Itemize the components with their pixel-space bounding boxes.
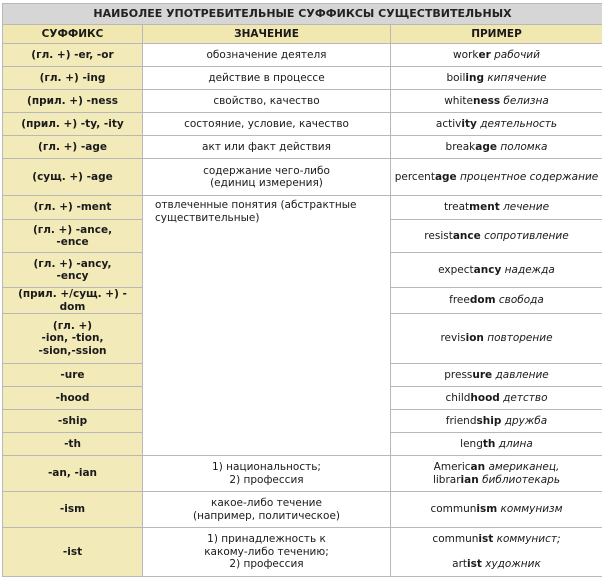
suffix-cell: (гл. +) -age — [3, 136, 143, 159]
table-body — [3, 44, 603, 577]
table-row — [3, 492, 603, 528]
table-row — [3, 44, 603, 67]
example-word: percentage — [394, 170, 457, 183]
example-suffix: ancy — [473, 263, 502, 276]
example-cell — [391, 456, 603, 492]
example-word: communism — [430, 503, 498, 516]
suffix-cell: -ist — [3, 528, 143, 577]
example-translation: детство — [503, 391, 548, 404]
example-word: pressure — [444, 368, 493, 381]
example-translation: сопротивление — [484, 229, 569, 242]
example-translation: коммунизм — [500, 503, 563, 516]
example-translation: деятельность — [480, 117, 558, 130]
suffix-cell: (гл. +) -ing — [3, 67, 143, 90]
suffix-cell: (сущ. +) -age — [3, 159, 143, 196]
title-row — [3, 4, 603, 25]
example-word: freedom — [449, 294, 496, 307]
meaning-cell: какое-либо течение (например, политическое) — [143, 492, 391, 528]
example-cell — [391, 113, 603, 136]
example-cell — [391, 433, 603, 456]
example-suffix: er — [478, 48, 491, 61]
example-suffix: th — [482, 437, 496, 450]
table-row — [3, 113, 603, 136]
example-cell — [391, 314, 603, 364]
example-suffix: ing — [465, 71, 484, 84]
example-suffix: ance — [452, 229, 481, 242]
table-row — [3, 196, 603, 220]
meaning-cell: содержание чего-либо (единиц измерения) — [143, 159, 391, 196]
table-row — [3, 159, 603, 196]
example-word: American — [433, 461, 486, 473]
example-suffix: ness — [472, 94, 501, 107]
meaning-cell: отвлеченные понятия (абстрактные существительные) — [143, 196, 391, 456]
example-cell — [391, 220, 603, 253]
example-cell — [391, 253, 603, 288]
example-translation: дружба — [504, 414, 548, 427]
example-translation: процентное содержание — [460, 170, 599, 183]
example-cell — [391, 159, 603, 196]
example-word: boiling — [446, 71, 484, 84]
example-translation: коммунист; — [496, 533, 561, 546]
meaning-cell: свойство, качество — [143, 90, 391, 113]
example-cell — [391, 528, 603, 577]
example-cell — [391, 410, 603, 433]
example-suffix: ian — [460, 473, 479, 486]
example-suffix: dom — [469, 294, 496, 307]
example-cell — [391, 492, 603, 528]
example-suffix: ism — [476, 503, 498, 516]
example-word: artist — [452, 558, 482, 571]
example-word: expectancy — [438, 263, 502, 276]
example-word: librarian — [432, 473, 479, 486]
example-cell — [391, 67, 603, 90]
example-translation: поломка — [500, 140, 548, 153]
example-translation: художник — [485, 558, 541, 571]
example-suffix: ist — [467, 558, 482, 571]
example-suffix: an — [470, 461, 486, 473]
suffix-cell: (гл. +) -ancy, -ency — [3, 253, 143, 288]
example-word: worker — [453, 48, 491, 61]
example-word: treatment — [443, 201, 500, 214]
example-cell — [391, 90, 603, 113]
example-word: breakage — [445, 140, 497, 153]
example-word: childhood — [445, 391, 500, 404]
example-cell — [391, 196, 603, 220]
example-suffix: ist — [478, 533, 494, 546]
example-cell — [391, 136, 603, 159]
example-word: whiteness — [444, 94, 501, 107]
table-row — [3, 136, 603, 159]
example-cell — [391, 364, 603, 387]
suffix-cell: (гл. +) -ion, -tion, -sion,-ssion — [3, 314, 143, 364]
suffix-cell: -ism — [3, 492, 143, 528]
suffix-cell: (прил. +) -ness — [3, 90, 143, 113]
table-title: НАИБОЛЕЕ УПОТРЕБИТЕЛЬНЫЕ СУФФИКСЫ СУЩЕСТВИТЕЛЬНЫХ — [3, 4, 603, 25]
suffix-table — [2, 3, 602, 577]
example-suffix: ship — [476, 414, 502, 427]
example-suffix: ity — [461, 117, 477, 130]
example-cell — [391, 288, 603, 314]
suffix-cell: -hood — [3, 387, 143, 410]
example-translation: библиотекарь — [482, 473, 561, 486]
example-suffix: age — [475, 140, 497, 153]
example-cell — [391, 44, 603, 67]
meaning-cell: обозначение деятеля — [143, 44, 391, 67]
example-translation: рабочий — [494, 48, 540, 61]
example-word: communist — [432, 533, 494, 546]
meaning-cell: 1) принадлежность к какому-либо течению; 2) профессия — [143, 528, 391, 577]
table-row — [3, 456, 603, 492]
example-word: activity — [435, 117, 477, 130]
example-translation: давление — [495, 368, 549, 381]
example-suffix: hood — [470, 391, 500, 404]
example-word: friendship — [445, 414, 502, 427]
header-meaning: ЗНАЧЕНИЕ — [143, 25, 391, 44]
suffix-cell: -an, -ian — [3, 456, 143, 492]
header-row — [3, 25, 603, 44]
header-example: ПРИМЕР — [391, 25, 603, 44]
example-translation: белизна — [503, 94, 549, 107]
example-translation: лечение — [503, 201, 550, 214]
meaning-cell: акт или факт действия — [143, 136, 391, 159]
suffix-cell: -ure — [3, 364, 143, 387]
suffix-cell: -ship — [3, 410, 143, 433]
example-translation: свобода — [498, 294, 544, 307]
table-row — [3, 90, 603, 113]
table-row — [3, 67, 603, 90]
example-cell — [391, 387, 603, 410]
example-suffix: age — [434, 170, 457, 183]
meaning-cell: 1) национальность; 2) профессия — [143, 456, 391, 492]
suffix-cell: (прил. +) -ty, -ity — [3, 113, 143, 136]
suffix-cell: (прил. +/сущ. +) -dom — [3, 288, 143, 314]
suffix-cell: -th — [3, 433, 143, 456]
example-translation: повторение — [487, 332, 553, 345]
example-translation: длина — [498, 437, 533, 450]
meaning-cell: состояние, условие, качество — [143, 113, 391, 136]
header-suffix: СУФФИКС — [3, 25, 143, 44]
example-word: resistance — [424, 229, 481, 242]
meaning-cell: действие в процессе — [143, 67, 391, 90]
example-suffix: ion — [465, 332, 484, 345]
example-suffix: ment — [469, 201, 500, 214]
example-translation: надежда — [504, 263, 555, 276]
table-row — [3, 528, 603, 577]
suffix-cell: (гл. +) -ance, -ence — [3, 220, 143, 253]
example-word: revision — [440, 332, 484, 345]
example-translation: кипячение — [487, 71, 547, 84]
example-suffix: ure — [472, 368, 493, 381]
suffix-cell: (гл. +) -er, -or — [3, 44, 143, 67]
suffix-table-wrapper — [2, 3, 602, 583]
suffix-cell: (гл. +) -ment — [3, 196, 143, 220]
example-word: length — [460, 437, 496, 450]
example-translation: американец, — [488, 461, 560, 473]
